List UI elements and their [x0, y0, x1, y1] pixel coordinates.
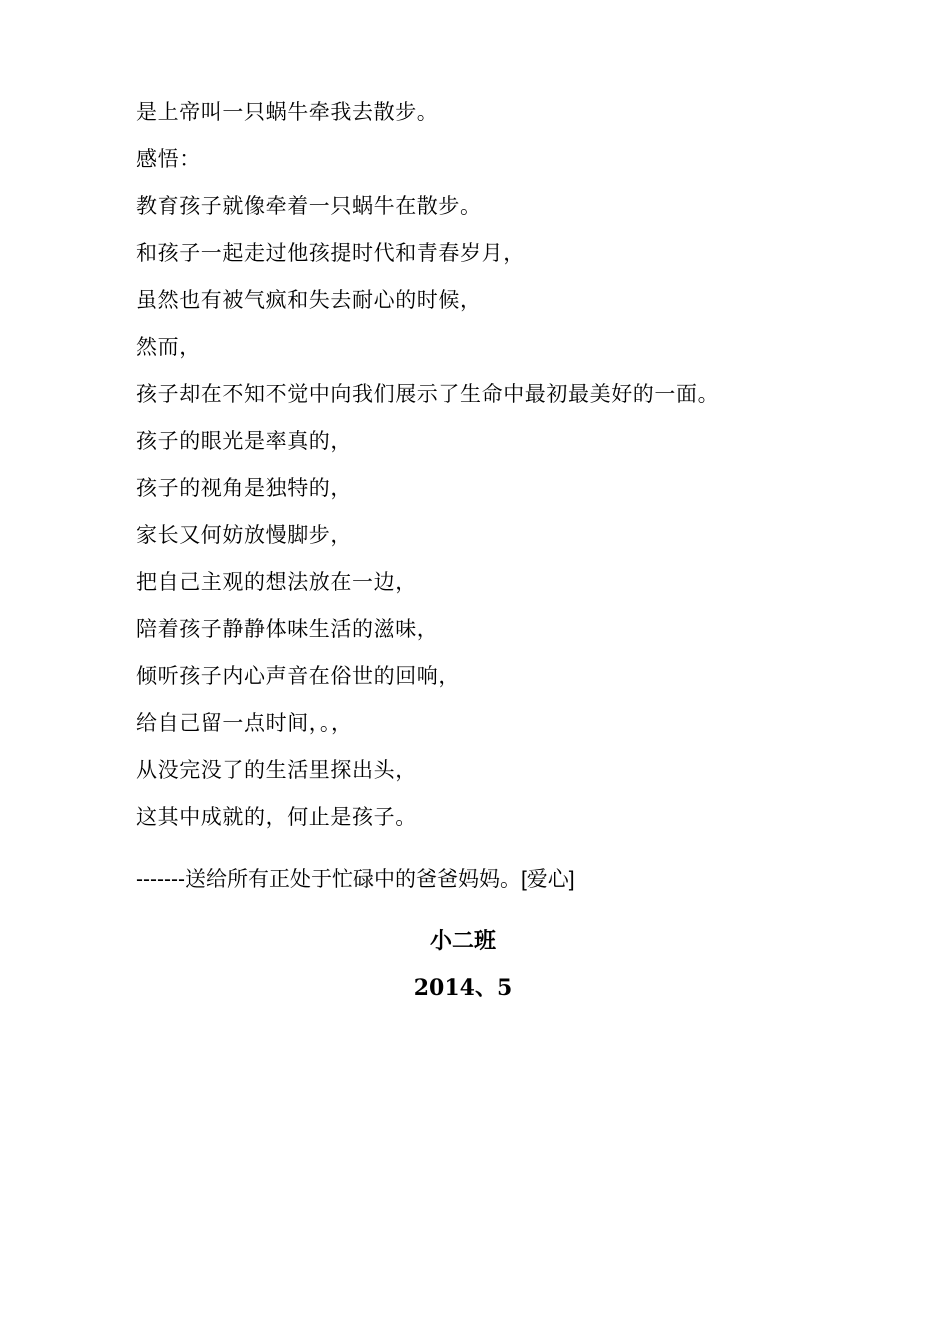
body-line: 教育孩子就像牵着一只蜗牛在散步。	[136, 194, 482, 218]
body-line: 孩子的眼光是率真的，	[136, 429, 352, 453]
signature-class-name: 小二班	[429, 928, 496, 954]
body-line: 倾听孩子内心声音在俗世的回响，	[136, 664, 460, 688]
body-line: 虽然也有被气疯和失去耐心的时候，	[136, 288, 482, 312]
signature-date: 2014、5	[413, 975, 513, 1001]
body-line: 是上帝叫一只蜗牛牵我去散步。	[136, 100, 439, 124]
body-line: 从没完没了的生活里探出头，	[136, 758, 417, 782]
body-line: 孩子的视角是独特的，	[136, 476, 352, 500]
dedication-line: -------送给所有正处于忙碌中的爸爸妈妈。[爱心]	[136, 868, 575, 891]
body-line: 陪着孩子静静体味生活的滋味，	[136, 617, 439, 641]
body-line: 然而，	[136, 335, 201, 359]
body-line: 家长又何妨放慢脚步，	[136, 523, 352, 547]
body-line: 孩子却在不知不觉中向我们展示了生命中最初最美好的一面。	[136, 382, 720, 406]
body-line: 给自己留一点时间，。，	[136, 711, 353, 735]
body-line: 这其中成就的，何止是孩子。	[136, 805, 417, 829]
body-line: 和孩子一起走过他孩提时代和青春岁月，	[136, 241, 525, 265]
body-line: 把自己主观的想法放在一边，	[136, 570, 417, 594]
body-line: 感悟：	[136, 147, 201, 171]
